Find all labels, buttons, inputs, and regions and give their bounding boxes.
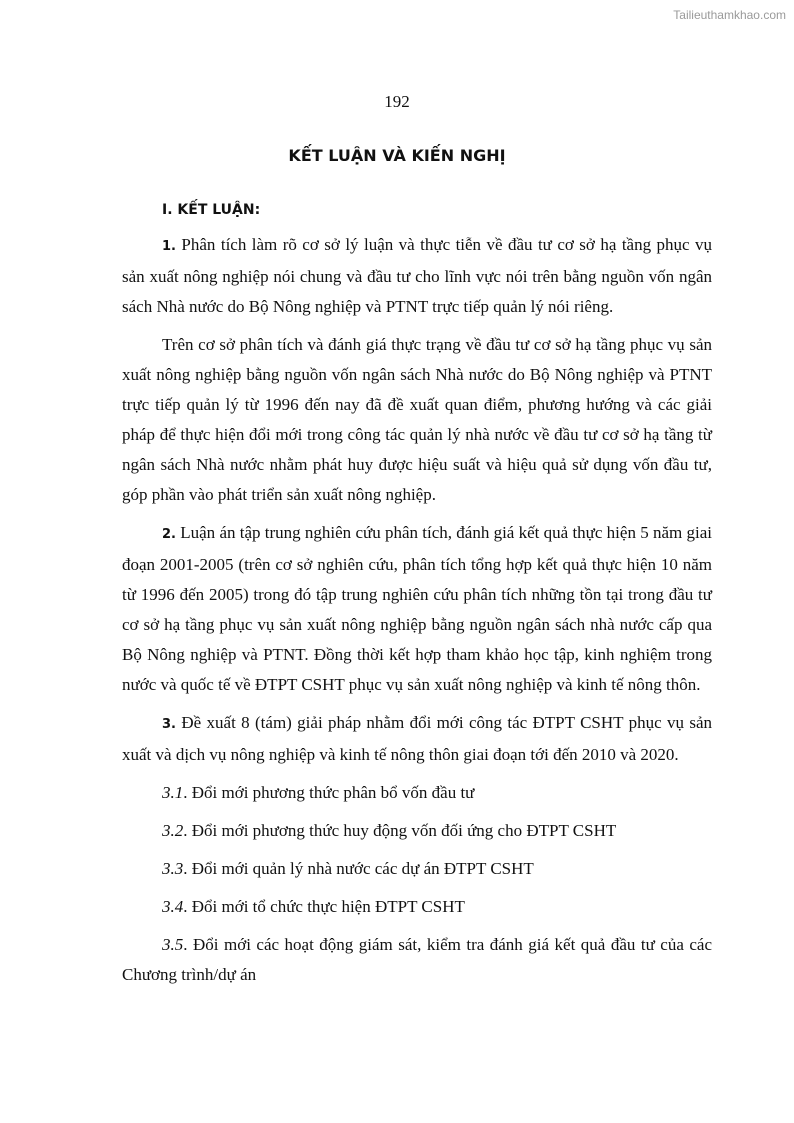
solution-item: 3.1. Đổi mới phương thức phân bổ vốn đầu tư — [162, 783, 475, 802]
page-number: 192 — [384, 92, 410, 111]
solution-number: 3.3 — [162, 859, 184, 878]
solution-text: Đổi mới quản lý nhà nước các dự án ĐTPT CSHT — [191, 859, 534, 878]
solution-text: Đổi mới phương thức huy động vốn đối ứng cho ĐTPT CSHT — [191, 821, 617, 840]
paragraph-3 — [122, 708, 712, 770]
paragraph-number: 2. — [162, 527, 176, 542]
solution-number: 3.1 — [162, 783, 184, 802]
section-heading: I. KẾT LUẬN: — [162, 202, 261, 218]
paragraph-number: 3. — [162, 717, 176, 732]
solution-item: 3.3. Đổi mới quản lý nhà nước các dự án ĐTPT CSHT — [162, 859, 534, 878]
paragraph-1-continued — [122, 330, 712, 510]
solution-text: Đổi mới tổ chức thực hiện ĐTPT CSHT — [191, 897, 465, 916]
watermark: Tailieuthamkhao.com — [673, 8, 786, 22]
solution-item: 3.4. Đổi mới tổ chức thực hiện ĐTPT CSHT — [162, 897, 465, 916]
solution-item: 3.2. Đổi mới phương thức huy động vốn đối ứng cho ĐTPT CSHT — [162, 821, 617, 840]
paragraph-text: Luận án tập trung nghiên cứu phân tích, đánh giá kết quả thực hiện 5 năm giai đoạn 2001-2005 (trên cơ sở nghiên cứu, phân tích tổng hợp kết quả thực hiện 10 năm từ 1996 đến 2005) trong đó tập trung nghiên cứu phân tích những tồn tại trong đầu tư cơ sở hạ tầng phục vụ sản xuất nông nghiệp bằng nguồn ngân sách nhà nước cấp qua Bộ Nông nghiệp và PTNT. Đồng thời kết hợp tham khảo học tập, kinh nghiệm trong nước và quốc tế về ĐTPT CSHT phục vụ sản xuất nông nghiệp và kinh tế nông thôn. — [122, 523, 712, 694]
solution-number: 3.2 — [162, 821, 184, 840]
paragraph-text: Đề xuất 8 (tám) giải pháp nhằm đổi mới công tác ĐTPT CSHT phục vụ sản xuất và dịch vụ nông nghiệp và kinh tế nông thôn giai đoạn tới đến 2010 và 2020. — [122, 713, 712, 764]
paragraph-2 — [122, 518, 712, 700]
paragraph-text: Phân tích làm rõ cơ sở lý luận và thực tiễn về đầu tư cơ sở hạ tầng phục vụ sản xuất nông nghiệp nói chung và đầu tư cho lĩnh vực nói trên bằng nguồn vốn ngân sách Nhà nước do Bộ Nông nghiệp và PTNT trực tiếp quản lý nói riêng. — [122, 235, 712, 316]
solution-text: Đổi mới phương thức phân bổ vốn đầu tư — [191, 783, 475, 802]
solution-item: 3.5. Đổi mới các hoạt động giám sát, kiểm tra đánh giá kết quả đầu tư của các Chương trình/dự án — [122, 935, 713, 984]
solution-text: Đổi mới các hoạt động giám sát, kiểm tra đánh giá kết quả đầu tư của các Chương trình/dự án — [122, 935, 713, 984]
solution-number: 3.5 — [162, 935, 184, 954]
page-title: KẾT LUẬN VÀ KIẾN NGHỊ — [288, 146, 506, 165]
paragraph-1 — [122, 230, 712, 322]
document-body — [122, 230, 712, 998]
paragraph-text: Trên cơ sở phân tích và đánh giá thực trạng về đầu tư cơ sở hạ tầng phục vụ sản xuất nông nghiệp bằng nguồn vốn ngân sách Nhà nước do Bộ Nông nghiệp và PTNT trực tiếp quản lý từ 1996 đến nay đã đề xuất quan điểm, phương hướng và các giải pháp để thực hiện đổi mới trong công tác quản lý nhà nước về đầu tư cơ sở hạ tầng từ ngân sách Nhà nước nhằm phát huy được hiệu suất và hiệu quả sử dụng vốn đầu tư, góp phần vào phát triển sản xuất nông nghiệp. — [122, 335, 712, 504]
paragraph-number: 1. — [162, 239, 176, 254]
solution-number: 3.4 — [162, 897, 184, 916]
